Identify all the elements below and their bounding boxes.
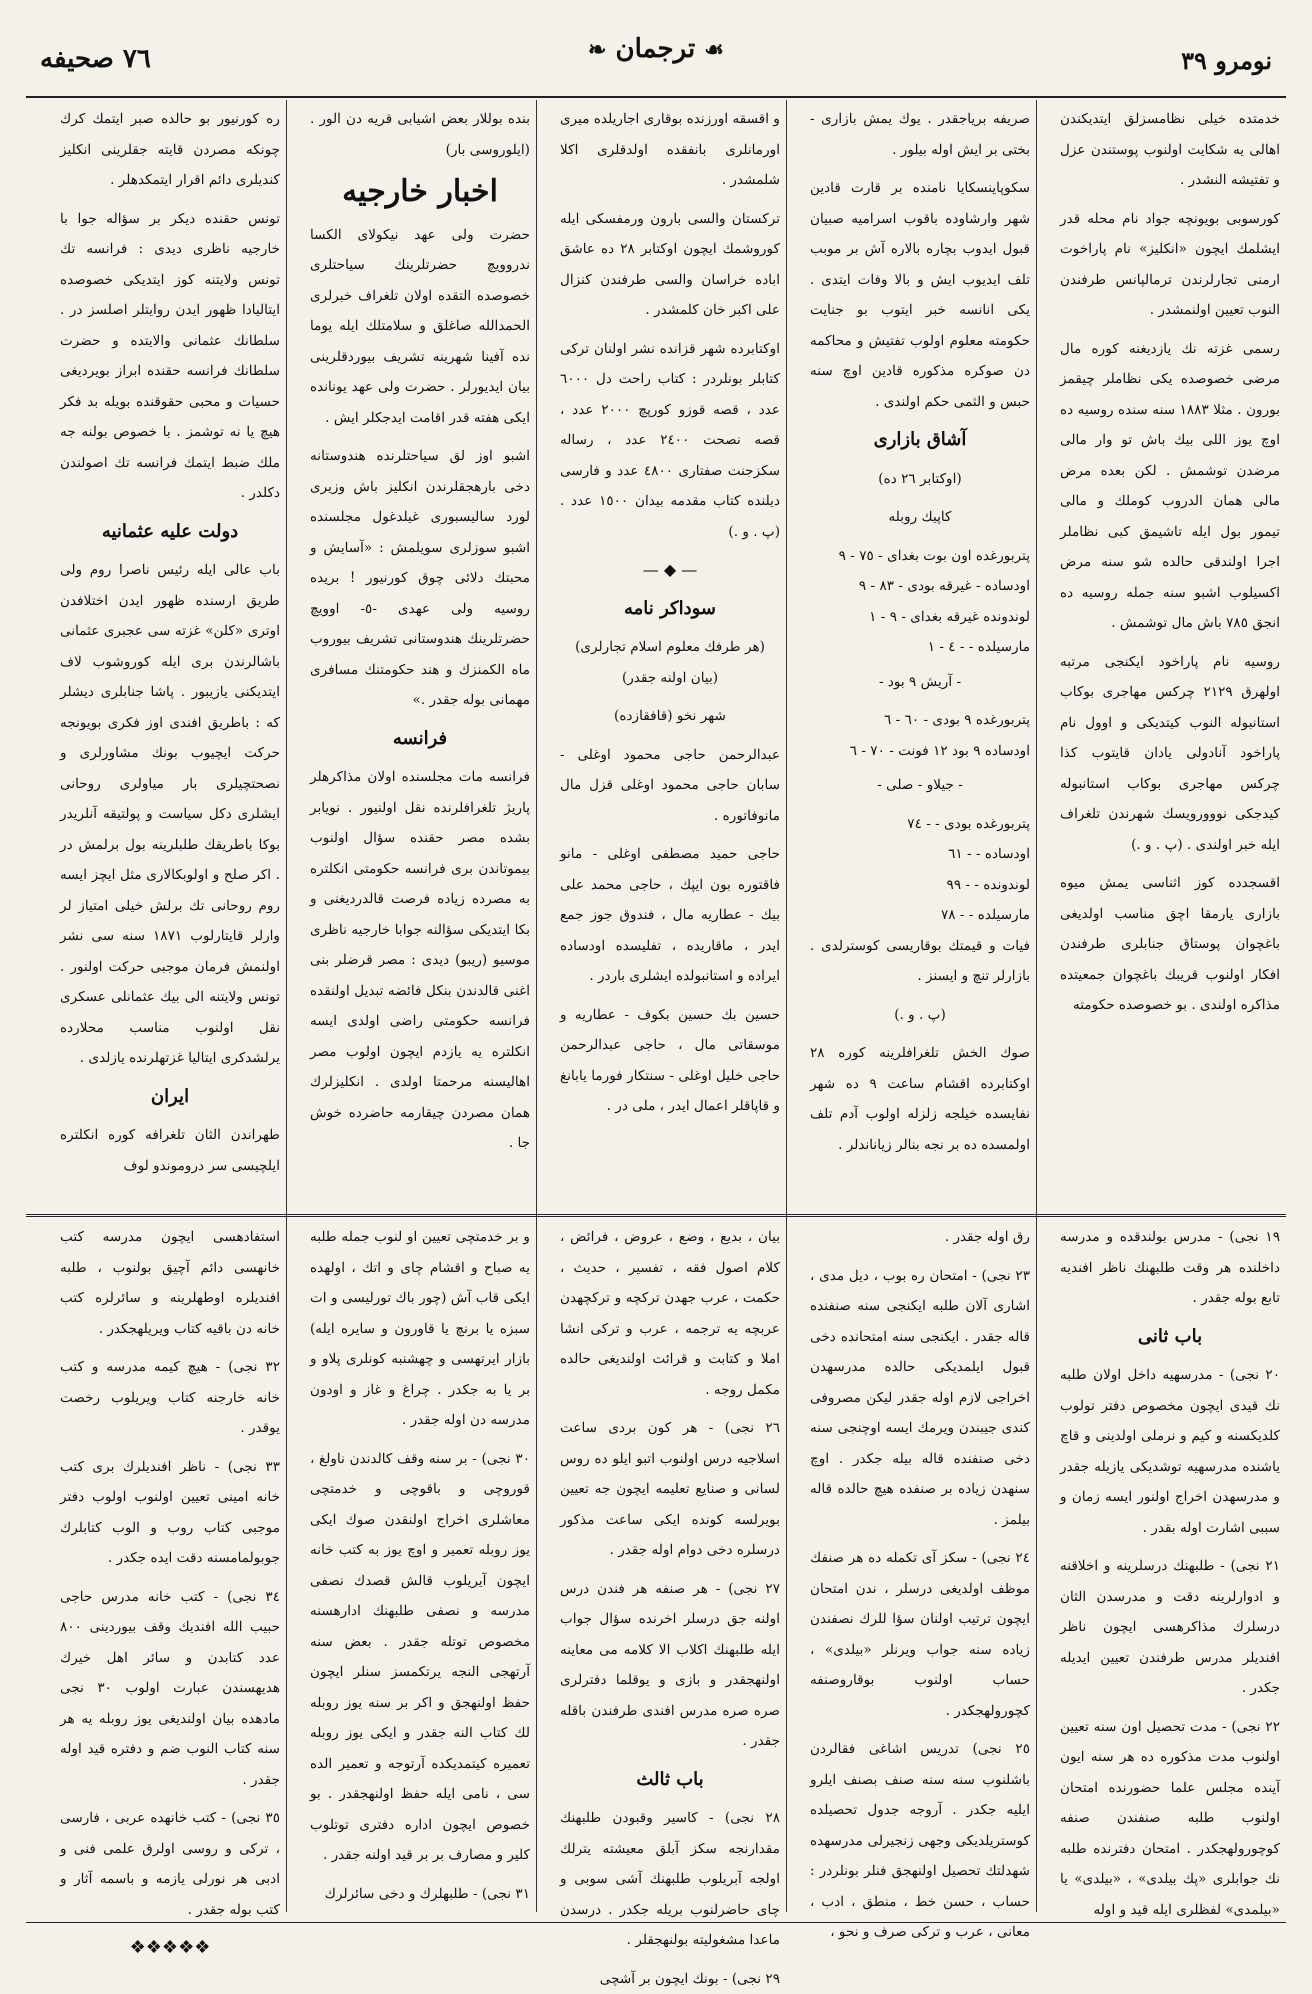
article-paragraph: رق اوله جقدر . [810,1222,1030,1253]
section-divider [26,1214,1286,1217]
article-paragraph: ٣٣ نجى) - ناظر افنديلرك برى كتب خانه امينى تعيين اولنوب اولوب دفتر موجبى كتاب روب و الوب كتابلرك جوبولمامسنه دقت ايده جكدر . [60,1452,280,1574]
column-3-top [554,104,786,1204]
article-paragraph: ٢٥ نجى) تدريس اشاغى فقالردن باشلنوب سنه سنه صنف بصنف ايلرو ايليه جكدر . آروجه جدول تحصيلده كوستريلديكى وجهى زنجيرلى مدرسهده شهدلتك تحصيل اولنهجق فنلر بونلردر : حساب ، حسن خط ، منطق ، ادب ، معانى ، عرب و تركى صرف و نحو ، [810,1734,1030,1948]
article-paragraph: ٣٥ نجى) - كتب خانهده عربى ، فارسى ، تركى و روسى اولرق علمى فنى و ادبى هر نورلى يازمه و باسمه آثار و كتب بوله جقدر . [60,1803,280,1925]
article-paragraph: سكوپاينسكايا نامنده بر قارت قادين شهر وارشاوده باقوب اسراميه صبيان قبول ايدوب بچاره بالاره آش بر موبب تلف ايديوب ايش و بالا وفات ايتدى . يكى انانسه خبر ايتوب بو جنايت حكومته معلوم اولوب تفتيش و محاكمه دن صوكره مذكوره قادين اوچ سنه حبس و الثمى حكم اولندى . [810,173,1030,417]
article-paragraph: روسيه نام پاراخود ايكنجى مرتبه اولهرق ٢١٢٩ چركس مهاجرى بوكاب استانبوله النوب كيتديكى و اوول نام پاراخود آنادولى يادان قايتوب كذا چركس مهاجرى بوكاب استانبوله كيدجكى نووورويسك شهرندن تلغراف ايله خبر اولندى . (پ . و .) [1060,647,1280,861]
column-rule [1036,100,1037,1912]
article-paragraph: ٢١ نجى) - طلبهنك درسلرينه و اخلاقنه و ادوارلرينه دقت و مدرسدن الثان درسلرك مذاكرهسى ايچون ناظر افنديلر مدرس طرفندن تعيين ايديله جكدر . [1060,1551,1280,1704]
market-line: اودساده - - ٦١ [810,839,1030,870]
column-rule [286,100,287,1912]
column-rule [536,100,537,1912]
article-paragraph: ٢٩ نجى) - بونك ايچون بر آشچى [560,1964,780,1994]
market-line: پتربورغده ٩ بودى - ٦٠ - ٦ [810,705,1030,736]
market-line: لوندونده غيرقه بغداى - ٩ - ١ [810,602,1030,633]
separator-icon: — ◆ — [560,555,780,586]
section-heading: باب ثالث [560,1765,780,1796]
newspaper-title [588,34,724,64]
section-title: اخبار خارجيه [310,177,530,208]
article-paragraph: ٣٢ نجى) - هيچ كيمه مدرسه و كتب خانه خارجنه كتاب ويريلوب رخصت يوقدر . [60,1352,280,1444]
column-4-bottom [304,1222,536,1912]
article-paragraph: صريفه برياجقدر . يوك يمش بازارى - بختى بر ايش اوله بيلور . [810,104,1030,165]
article-paragraph: ٢٣ نجى) - امتحان ره بوب ، ديل مدى ، اشارى آلان طلبه ايكنجى سنه صنفنده قاله جقدر . ايكنجى سنه امتحانده دخى قبول ايلمديكى حالده مدرسهدن اخراجى لازم اوله جقدر ليكن مصروفى كندى جيبندن ويرمك ايسه اوچنجى سنه دخى صنفنده قاله بيله جكدر . اوچ سنهدن زياده بر صنفده هيچ حالده قاله بيلمز . [810,1261,1030,1536]
market-line: مارسيلده - - ٧٨ [810,900,1030,931]
market-line: اودساده - غيرقه بودى - ٨٣ - ٩ [810,571,1030,602]
page-number: ٧٦ صحيفه [40,44,151,74]
article-paragraph: كورسوبى بويونچه جواد نام محله قدر ايشلمك ايچون «انكليز» نام پاراخوت ارمنى تجارلرندن ترمالپانس طرفندن النوب تعيين اولنمشدر . [1060,204,1280,326]
article-paragraph: ٢٨ نجى) - كاسير وقبودن طلبهنك مقدارنجه سكز آبلق معيشته يترلك اولجه آبريلوب طلبهنك آشى سوبى و چاى حاضرلنوب بريله جكدر . درسدن ماعدا مشغوليته بولنهجقلر . [560,1803,780,1956]
article-paragraph: ٣٤ نجى) - كتب خانه مدرس حاجى حبيب الله افنديك وقف بيوردينى ٨٠٠ عدد كتابدن و سائر اهل خيرك هديهسندن عبارت اولوب ٣٠ نجى مادهده بيان اولنديغى يوز روبله يه هر سنه كتاب النوب ضم و دفتره قيد اوله جقدر . [60,1582,280,1796]
article-paragraph: اشبو اوز لق سياحتلرنده هندوستانه دخى بارهجقلرندن انكليز باش وزيرى لورد ساليسبورى غيلدغول مجلسنده اشبو سوزلرى سويلمش : «آسايش و محبتك دلائى چوق كورنيور ! بريده روسيه ولى عهدى -٥- اوويچ حضرتلرينك هندوستانى تشريف بيوروب ماه الكمنزك و هند حكومتنك مسافرى مهمانى بوله جقدر .» [310,441,530,716]
column-rule [786,100,787,1912]
market-line: پتربورغده بودى - - ٧٤ [810,809,1030,840]
article-paragraph: تركستان والسى بارون ورمفسكى ايله كوروشمك ايچون اوكتابر ٢٨ ده عاشق اباده خراسان والسى طرفندن كنزال على اكبر خان كلمشدر . [560,204,780,326]
section-heading: آشاق بازارى [810,425,1030,456]
article-paragraph: ١٩ نجى) - مدرس بولندقده و مدرسه داخلنده هر وقت طلبهنك ناظر افنديه تابع بوله جقدر . [1060,1222,1280,1314]
issue-number: نومرو ٣٩ [1181,46,1272,75]
market-line: - جيلاو - صلى - [810,770,1030,801]
article-paragraph: ٢٢ نجى) - مدت تحصيل اون سنه تعيين اولنوب مدت مذكوره ده هر سنه ايون آينده مجلس علما حضورنده امتحان اولنوب طلبه صنفندن صنفه كوچورولهجكدر . امتحان دفترنده طلبه نك جوابلرى «پك بيلدى» ، «بيلدى» يا «بيلمدى» لفظلرى ايله قيد و اوله [1060,1712,1280,1926]
top-rule [26,96,1286,98]
section-subheading: (هر طرفك معلوم اسلام تجارلرى) (بيان اولنه جقدر) [560,632,780,693]
section-heading: دولت عليه عثمانيه [60,517,280,548]
section-heading: ايران [60,1082,280,1113]
column-5-bottom [54,1222,286,1912]
end-ornament-icon: ❖❖❖❖❖ [60,1933,280,1964]
city-name: شهر نخو (قافقازده) [560,701,780,732]
ornament-icon: ❧ [588,37,606,63]
article-paragraph: و بر خدمتچى تعيين او لنوب جمله طلبه يه صباح و اقشام چاى و اتك ، اولهده ايكى قاب آش (چور باك تورليسى و ات سبزه يا برنچ يا قاورون و سايره ايله) بازار ايرتهسى و چهشنبه كونلرى پلاو و بر يا به جكدر . چراغ و غاز و اودون مدرسه دن اوله جقدر . [310,1222,530,1436]
market-line: لوندونده - - ٩٩ [810,870,1030,901]
masthead [40,26,1272,96]
title-text: ترجمان [616,34,696,64]
article-paragraph: بنده بوللار بعض اشيابى قريه دن الور . (ايلوروسى بار) [310,104,530,165]
article-paragraph: تونس حقنده ديكر بر سؤاله جوا با خارجيه ناظرى ديدى : فرانسه تك تونس ولايتنه كوز ايتديكى خصوصده ايتاليادا ظهور ايدن روايتلر اصلسز در . سلطانك عثمانى والايتده و حضرت سلطانك فرانسه حقنده ابراز بويرديغى حسيات و محبى حقوقنده بويله بد فكر هيچ يا نه توشمز . با خصوص بولنه جه ملك ضبط ايتمك فرانسه تك اصولندن دكلدر . [60,204,280,509]
article-paragraph: ٣٠ نجى) - بر سنه وقف كالدندن ناولغ ، قوروچى و باقوچى و خدمتچى معاشلرى اخراج اولنقدن صوك ايكى يوز روبله تعمير و اوچ يوز به كتب خانه ايچون آيريلوب قالش قصدك نصفى مدرسه و نصفى طلبهنك ادارهسنه مخصوص توتله جقدر . بعض سنه آرتهجى النجه يرتكمسز سنلر ايچون حفظ اولنهجق و اكر بر سنه يوز روبله لك كتاب النه جقدر و ايكى يوز روبله تعميره كيتمديكده آرتوجه و تعمير الده سى ، نامى ايله حفظ اولنهجقدر . بو خصوص ايچون اداره دفترى توتلوب كلير و مصارف بر بر قيد اولنه جقدر . [310,1444,530,1871]
market-line: اودساده ٩ بود ١٢ فونت - ٧٠ - ٦ [810,736,1030,767]
article-paragraph: باب عالى ايله رئيس ناصرا روم ولى طريق ارسنده ظهور ايدن اختلافدن اوترى «كلن» غزته سى عجبرى عثمانى باشالرندن برى ايله كوروشوب لاف ايتديكنى يازيبور . پاشا جنابلرى ديشلر كه : باطريق افندى اوز فكرى بويونجه حركت ايچيوب بونك مشاورلرى و نصحتچيلرى بار مياولرى روحانى ايشلرى دكل سياست و پولتيقه آنلريدر بوكا باطريقك طلبلرينه بول برلمش در . اكر صلح و اولوبكالارى مثل ايچز ايسه روم روحانى تك برلش خيلى امتياز لر وارلر قايتارلوب ١٨٧١ سنه سى نشر اولنمش فرمان موجبى حركت اولنور . تونس ولايتنه الى بيك عثمانلى عسكرى نقل اولنوب مناسب محلارده يرلشدكرى ايتاليا غزتهلرنده يازلدى . [60,555,280,1074]
column-2-top [804,104,1036,1204]
column-1-top [1054,104,1286,1204]
article-paragraph: ٣١ نجى) - طلبهلرك و دخى سائرلرك [310,1879,530,1910]
section-heading: باب ثانى [1060,1322,1280,1353]
market-date: (اوكتابر ٢٦ ده) [810,464,1030,495]
column-3-bottom [554,1222,786,1912]
article-paragraph: فرانسه مات مجلسنده اولان مذاكرهلر پاريژ تلغرافلرنده نقل اولنيور . نويابر بشده مصر حقنده سؤال اولنوب بيموتاندن برى فرانسه حكومتى انكلتره به مصرده زياده فرصت قالدرديغنى و بكا ايتديكى سؤالنه جوابا خارجيه ناظرى موسيو (ريبو) ديدى : مصر قرضلر بنى اغنى قالدندن بنكل فائضه تبديل اولنقده فرانسه حكومتى راضى اولدى ايسه انكلتره يه يازدم ايچون اولوب مصر اهاليسنه مرحمتا اولدى . انكليزلرك همان مصردن چيقارمه حاضرده خوش جا . [310,762,530,1159]
merchant-entry: حسين بك حسين بكوف - عطاريه و موسقاتى مال ، حاجى عبدالرحمن حاجى خليل اوغلى - سنتكار فورما يابانغ و قاپاقلر اعمال ايدر ، ملى در . [560,1000,780,1122]
article-paragraph: ٢٧ نجى) - هر صنفه هر فندن درس اولنه جق درسلر اخرنده سؤال جواب ايله طلبهنك اكلاب الا كلامه مى معاينه اولنهجقدر و بازى و يوقلما دفترلرى صره صره مدرس افندى طرفندن باقله جقدر . [560,1574,780,1757]
signature: (پ . و .) [810,1000,1030,1031]
article-paragraph: استفادهسى ايچون مدرسه كتب خانهسى دائم آچيق بولنوب ، طلبه افنديلره اوطهلرينه و سائرلره كتب خانه دن باقيه كتاب ويريلهجكدر . [60,1222,280,1344]
article-paragraph: و اقسقه اورزنده بوقارى اجاريلده ميرى اورمانلرى بانفقده اولدقلرى اكلا شلمشدر . [560,104,780,196]
article-paragraph: اوكتابرده شهر قزانده نشر اولنان تركى كتابلر بونلردر : كتاب راحت دل ٦٠٠٠ عدد ، قصه قوزو كورپچ ٢٠٠٠ عدد ، قصه نصحت ٢٤٠٠ عدد ، رساله سكزجنت صفتارى ٤٨٠٠ عدد و فارسى ديلنده كتاب مقدمه بيدان ١٥٠٠ عدد . (پ . و .) [560,334,780,548]
merchant-entry: عبدالرحمن حاجى محمود اوغلى - سابان حاجى محمود اوغلى قزل مال مانوفاتوره . [560,740,780,832]
market-line: مارسيلده - - ٤ - ١ [810,632,1030,663]
article-paragraph: ٢٦ نجى) - هر كون بردى ساعت اسلاجيه درس اولنوب اتبو ايلو ده روس لسانى و صنايع تعليمه ايچون جه تعيين بويرلسه كونده ايكى ساعت مذكور درسلره دخى دوام اوله جقدر . [560,1413,780,1566]
article-paragraph: حضرت ولى عهد نيكولاى الكسا ندروويچ حضرتلرينك سياحتلرى خصوصده التقده اولان تلغراف خبرلرى الحمدالله صاغلق و سلامتلك ايله يوما نده آفينا شهرينه تشريف بيوردقلرينى بيان ايديورلر . حضرت ولى عهد يونانده ايكى هفته قدر اقامت ايدجكلر ايش . [310,220,530,434]
column-5-top [54,104,286,1204]
column-2-bottom [804,1222,1036,1912]
article-paragraph: طهراندن الثان تلغرافه كوره انكلتره ايلچيسى سر دروموندو لوف [60,1120,280,1181]
ornament-icon: ☙ [704,37,724,63]
article-paragraph: رسمى غزته نك يازديغنه كوره مال مرضى خصوصده يكى نظاملر چيقمز بورون . مثلا ١٨٨٣ سنه سنده روسيه ده اوچ يوز اللى بيك باش تو وار مالى مرضدن توشمش . لكن بعده مرض مالى همان الدروب كوملك و مالى تيمور بول ايله تاشيمق كبى نظاملر اجرا اولندقى حالده شو سنه مرض اكسيلوب اشبو سنه جمله روسيه ده انجق ٧٨٥ باش مال توشمش . [1060,334,1280,639]
section-heading: فرانسه [310,724,530,755]
article-paragraph: اقسجدده كوز اثناسى يمش ميوه بازارى يارمقا اچق مناسب اولديغى باغچوان پوستاق جنابلرى طرفندن افكار اولنوب قريبك باغچوان جمعيتده مذاكره اولندى . بو خصوصده حكومته [1060,868,1280,1021]
market-line: پتربورغده اون بوت بغداى - ٧٥ - ٩ [810,541,1030,572]
market-line: - آريش ٩ بود - [810,667,1030,698]
article-paragraph: ٢٤ نجى) - سكز آى تكمله ده هر صنفك موظف اولديغى درسلر ، ندن امتحان ايچون ترتيب اولنان سؤا للرك نصفندن زياده سنه جواب ويرنلر «بيلدى» ، حساب اولنوب بوقاروصنفه كچورولهجكدر . [810,1543,1030,1726]
section-heading: سوداكر نامه [560,594,780,625]
market-header: كاپيك روبله [810,502,1030,533]
merchant-entry: حاجى حميد مصطفى اوغلى - مانو فاقتوره بون ايپك ، حاجى محمد على بيك - عطاريه مال ، فندوق جوز جمع ايدر ، ماقاريده ، تفليسده اودساده ايراده و استانبولده ايشلرى باردر . [560,839,780,992]
article-paragraph: صوك الخش تلغرافلرينه كوره ٢٨ اوكتابرده اقشام ساعت ٩ ده شهر نفايسده خيلجه زلزله اولوب آدم تلف اولمسده ده بر نجه بنالر زياناندلر . [810,1038,1030,1160]
article-paragraph: خدمتده خيلى نظامسزلق ايتديكندن اهالى يه شكايت اولنوب پوستندن عزل و تفتيشه النشدر . [1060,104,1280,196]
article-paragraph: ٢٠ نجى) - مدرسهيه داخل اولان طلبه نك قيدى ايچون مخصوص دفتر تولوب كلديكسنه و كيم و نرملى اولدينى و قاچ ياشنده مدرسهيه توشديكى يازيله جقدر و مدرسهدن اخراج اولنور ايسه زمان و سببى اشارت اوله بقدر . [1060,1360,1280,1543]
column-1-bottom [1054,1222,1286,1912]
market-note: فيات و قيمتك بوقاريسى كوسترلدى . بازارلر تنچ و ايسنز . [810,931,1030,992]
article-paragraph: بيان ، بديع ، وضع ، عروض ، فرائض ، كلام اصول فقه ، تفسير ، حديث ، حكمت ، عرب جهدن تركچه و تركچهدن عربچه يه ترجمه ، عرب و تركى انشا املا و كتابت و قرائت اولنديغى حالده مكمل روجه . [560,1222,780,1405]
article-paragraph: ره كورنيور بو حالده صبر ايتمك كرك چونكه مصردن قايته جقلرينى انكليز كنديلرى دائم اقرار ايتمكدهلر . [60,104,280,196]
column-4-top [304,104,536,1204]
